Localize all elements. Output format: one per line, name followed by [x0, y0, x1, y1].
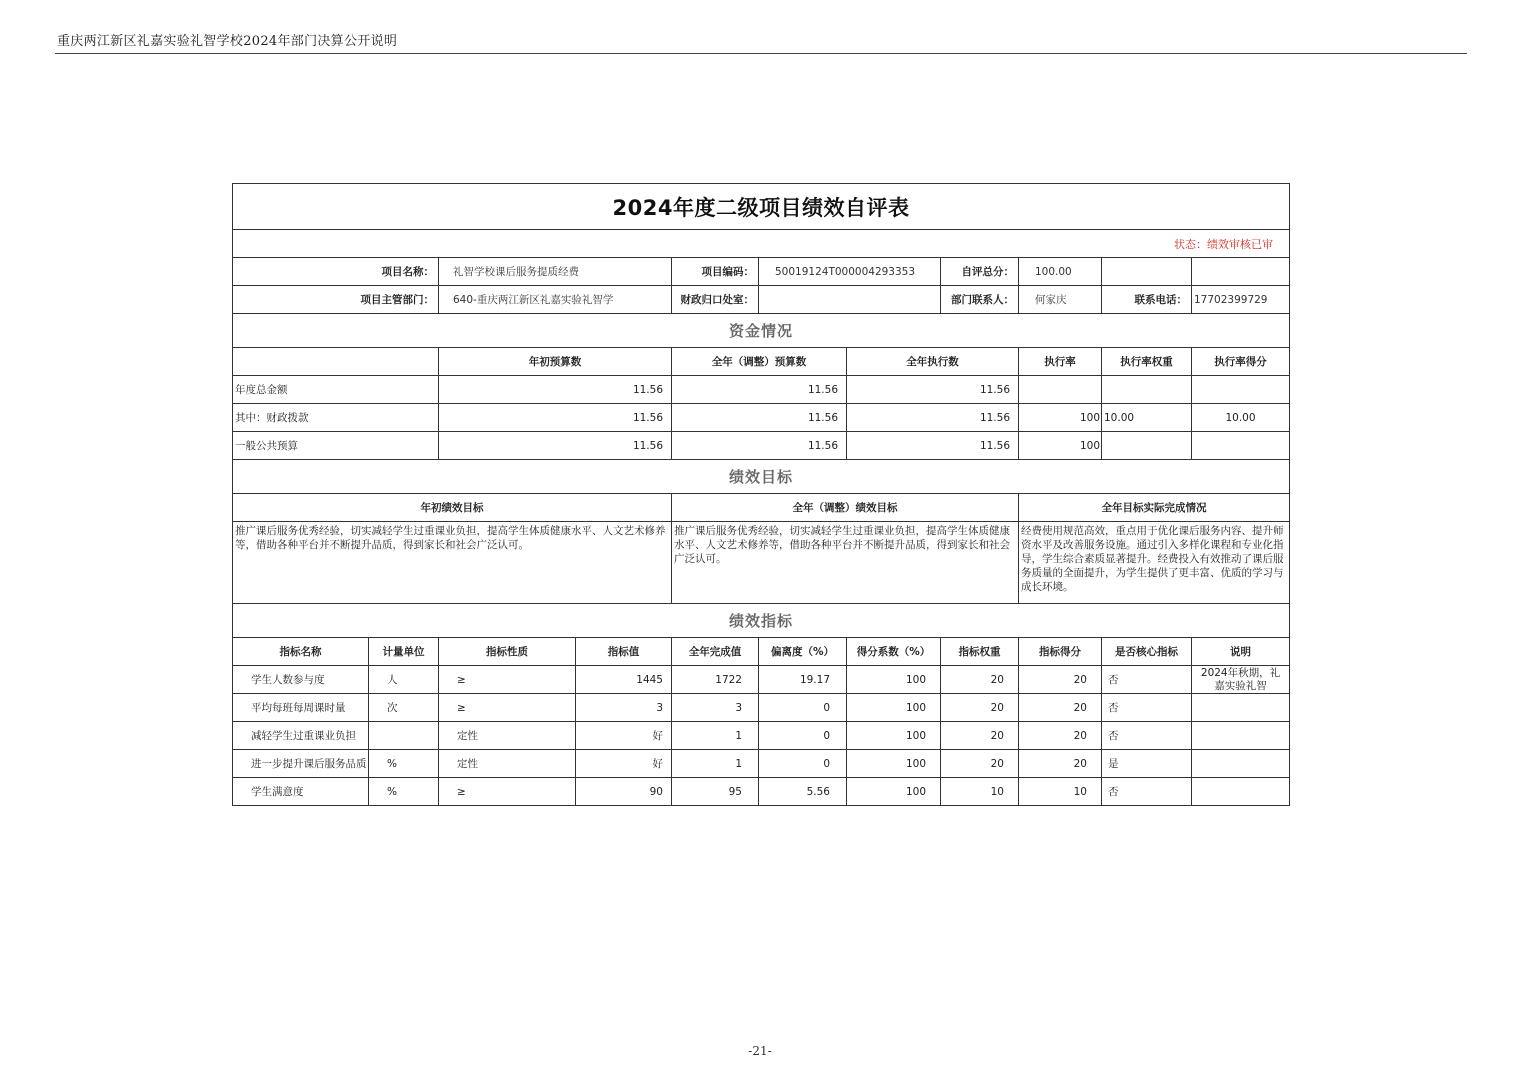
indicator-done: 1 — [672, 750, 759, 778]
empty-cell — [1192, 258, 1290, 286]
indicator-name: 进一步提升课后服务品质 — [233, 750, 369, 778]
indicator-score: 20 — [1019, 750, 1102, 778]
indicator-core: 否 — [1102, 722, 1192, 750]
funds-header-executed: 全年执行数 — [847, 348, 1019, 376]
self-score-label: 自评总分： — [941, 258, 1019, 286]
indicator-row — [233, 694, 1290, 722]
indicator-note — [1192, 750, 1290, 778]
indicator-deviation: 19.17 — [759, 666, 847, 694]
indicator-name: 减轻学生过重课业负担 — [233, 722, 369, 750]
indicator-name: 学生人数参与度 — [233, 666, 369, 694]
indicator-score: 20 — [1019, 666, 1102, 694]
indicator-target: 90 — [576, 778, 672, 806]
performance-self-evaluation-table — [232, 183, 1290, 806]
funds-row-name: 一般公共预算 — [233, 432, 439, 460]
goals-header-initial: 年初绩效目标 — [233, 494, 672, 522]
funds-row-initial: 11.56 — [439, 432, 672, 460]
goals-header-actual: 全年目标实际完成情况 — [1019, 494, 1290, 522]
indicator-core: 是 — [1102, 750, 1192, 778]
indicator-coef: 100 — [847, 694, 941, 722]
indicator-unit: % — [369, 778, 439, 806]
indicator-unit — [369, 722, 439, 750]
indicator-note — [1192, 778, 1290, 806]
funds-row — [233, 432, 1290, 460]
indicator-coef: 100 — [847, 750, 941, 778]
indicator-deviation: 0 — [759, 694, 847, 722]
indicator-unit: % — [369, 750, 439, 778]
department-label: 项目主管部门： — [233, 286, 439, 314]
indicator-row — [233, 778, 1290, 806]
funds-row-rate: 100 — [1019, 432, 1102, 460]
finance-office-label: 财政归口处室： — [672, 286, 759, 314]
funds-header-initial: 年初预算数 — [439, 348, 672, 376]
funds-row-weight — [1102, 432, 1192, 460]
indicator-unit: 次 — [369, 694, 439, 722]
self-score-value: 100.00 — [1019, 258, 1102, 286]
indicator-done: 1 — [672, 722, 759, 750]
indicator-header-weight: 指标权重 — [941, 638, 1019, 666]
indicator-header-core: 是否核心指标 — [1102, 638, 1192, 666]
indicator-deviation: 5.56 — [759, 778, 847, 806]
goals-header-adjusted: 全年（调整）绩效目标 — [672, 494, 1019, 522]
indicator-header-nature: 指标性质 — [439, 638, 576, 666]
phone-label: 联系电话： — [1102, 286, 1192, 314]
funds-header-score: 执行率得分 — [1192, 348, 1290, 376]
goal-initial-text: 推广课后服务优秀经验，切实减轻学生过重课业负担，提高学生体质健康水平、人文艺术修养等，借助各种平台并不断提升品质，得到家长和社会广泛认可。 — [233, 522, 672, 604]
indicator-target: 好 — [576, 722, 672, 750]
indicator-target: 3 — [576, 694, 672, 722]
indicator-deviation: 0 — [759, 750, 847, 778]
indicator-core: 否 — [1102, 666, 1192, 694]
indicator-header-done: 全年完成值 — [672, 638, 759, 666]
indicator-score: 10 — [1019, 778, 1102, 806]
indicator-weight: 20 — [941, 666, 1019, 694]
indicator-row — [233, 722, 1290, 750]
indicator-core: 否 — [1102, 694, 1192, 722]
indicator-weight: 10 — [941, 778, 1019, 806]
indicator-unit: 人 — [369, 666, 439, 694]
funds-row-name: 年度总金额 — [233, 376, 439, 404]
project-code-label: 项目编码： — [672, 258, 759, 286]
indicator-done: 3 — [672, 694, 759, 722]
funds-row-adjusted: 11.56 — [672, 404, 847, 432]
funds-header-weight: 执行率权重 — [1102, 348, 1192, 376]
funds-row-executed: 11.56 — [847, 432, 1019, 460]
indicator-header-note: 说明 — [1192, 638, 1290, 666]
funds-row-score — [1192, 432, 1290, 460]
project-name-value: 礼智学校课后服务提质经费 — [439, 258, 672, 286]
funds-row — [233, 376, 1290, 404]
indicator-header-deviation: 偏离度（%） — [759, 638, 847, 666]
funds-row-initial: 11.56 — [439, 404, 672, 432]
indicator-nature: ≥ — [439, 778, 576, 806]
indicator-target: 好 — [576, 750, 672, 778]
indicator-core: 否 — [1102, 778, 1192, 806]
goal-actual-text: 经费使用规范高效，重点用于优化课后服务内容、提升师资水平及改善服务设施。通过引入多样化课程和专业化指导，学生综合素质显著提升。经费投入有效推动了课后服务质量的全面提升，为学生提供了更丰富、优质的学习与成长环境。 — [1019, 522, 1290, 604]
indicator-header-name: 指标名称 — [233, 638, 369, 666]
indicator-nature: ≥ — [439, 694, 576, 722]
indicator-done: 95 — [672, 778, 759, 806]
indicator-weight: 20 — [941, 694, 1019, 722]
funds-section-title: 资金情况 — [233, 314, 1290, 348]
document-header: 重庆两江新区礼嘉实验礼智学校2024年部门决算公开说明 — [57, 34, 398, 49]
project-code-value: 50019124T000004293353 — [759, 258, 941, 286]
indicator-note — [1192, 694, 1290, 722]
funds-row-weight — [1102, 376, 1192, 404]
funds-row-score: 10.00 — [1192, 404, 1290, 432]
indicator-nature: 定性 — [439, 750, 576, 778]
status-label: 状态：绩效审核已审 — [233, 230, 1290, 258]
funds-header-adjusted: 全年（调整）预算数 — [672, 348, 847, 376]
funds-row-rate: 100 — [1019, 404, 1102, 432]
funds-row-adjusted: 11.56 — [672, 432, 847, 460]
indicator-coef: 100 — [847, 666, 941, 694]
page-number: -21- — [748, 1044, 772, 1058]
indicator-header-unit: 计量单位 — [369, 638, 439, 666]
funds-header-rate: 执行率 — [1019, 348, 1102, 376]
funds-row-rate — [1019, 376, 1102, 404]
finance-office-value — [759, 286, 941, 314]
indicator-coef: 100 — [847, 778, 941, 806]
indicator-name: 平均每班每周课时量 — [233, 694, 369, 722]
indicator-coef: 100 — [847, 722, 941, 750]
indicator-note — [1192, 722, 1290, 750]
indicators-section-title: 绩效指标 — [233, 604, 1290, 638]
indicator-target: 1445 — [576, 666, 672, 694]
funds-row-name: 其中：财政拨款 — [233, 404, 439, 432]
funds-row-initial: 11.56 — [439, 376, 672, 404]
project-name-label: 项目名称： — [233, 258, 439, 286]
funds-header-blank — [233, 348, 439, 376]
indicator-score: 20 — [1019, 694, 1102, 722]
indicator-row — [233, 666, 1290, 694]
indicator-nature: 定性 — [439, 722, 576, 750]
indicator-name: 学生满意度 — [233, 778, 369, 806]
indicator-weight: 20 — [941, 750, 1019, 778]
funds-row — [233, 404, 1290, 432]
funds-row-executed: 11.56 — [847, 404, 1019, 432]
indicator-weight: 20 — [941, 722, 1019, 750]
phone-value: 17702399729 — [1192, 286, 1290, 314]
indicator-row — [233, 750, 1290, 778]
indicator-note: 2024年秋期，礼嘉实验礼智 — [1192, 666, 1290, 694]
indicator-header-target: 指标值 — [576, 638, 672, 666]
indicator-deviation: 0 — [759, 722, 847, 750]
goal-adjusted-text: 推广课后服务优秀经验，切实减轻学生过重课业负担，提高学生体质健康水平、人文艺术修养等，借助各种平台并不断提升品质，得到家长和社会广泛认可。 — [672, 522, 1019, 604]
contact-value: 何家庆 — [1019, 286, 1102, 314]
form-title: 2024年度二级项目绩效自评表 — [233, 184, 1290, 230]
contact-label: 部门联系人： — [941, 286, 1019, 314]
empty-cell — [1102, 258, 1192, 286]
header-divider — [55, 53, 1467, 54]
funds-row-score — [1192, 376, 1290, 404]
indicator-nature: ≥ — [439, 666, 576, 694]
funds-row-adjusted: 11.56 — [672, 376, 847, 404]
funds-row-executed: 11.56 — [847, 376, 1019, 404]
indicator-done: 1722 — [672, 666, 759, 694]
department-value: 640-重庆两江新区礼嘉实验礼智学 — [439, 286, 672, 314]
indicator-header-score: 指标得分 — [1019, 638, 1102, 666]
funds-row-weight: 10.00 — [1102, 404, 1192, 432]
indicator-score: 20 — [1019, 722, 1102, 750]
goals-section-title: 绩效目标 — [233, 460, 1290, 494]
indicator-header-coef: 得分系数（%） — [847, 638, 941, 666]
